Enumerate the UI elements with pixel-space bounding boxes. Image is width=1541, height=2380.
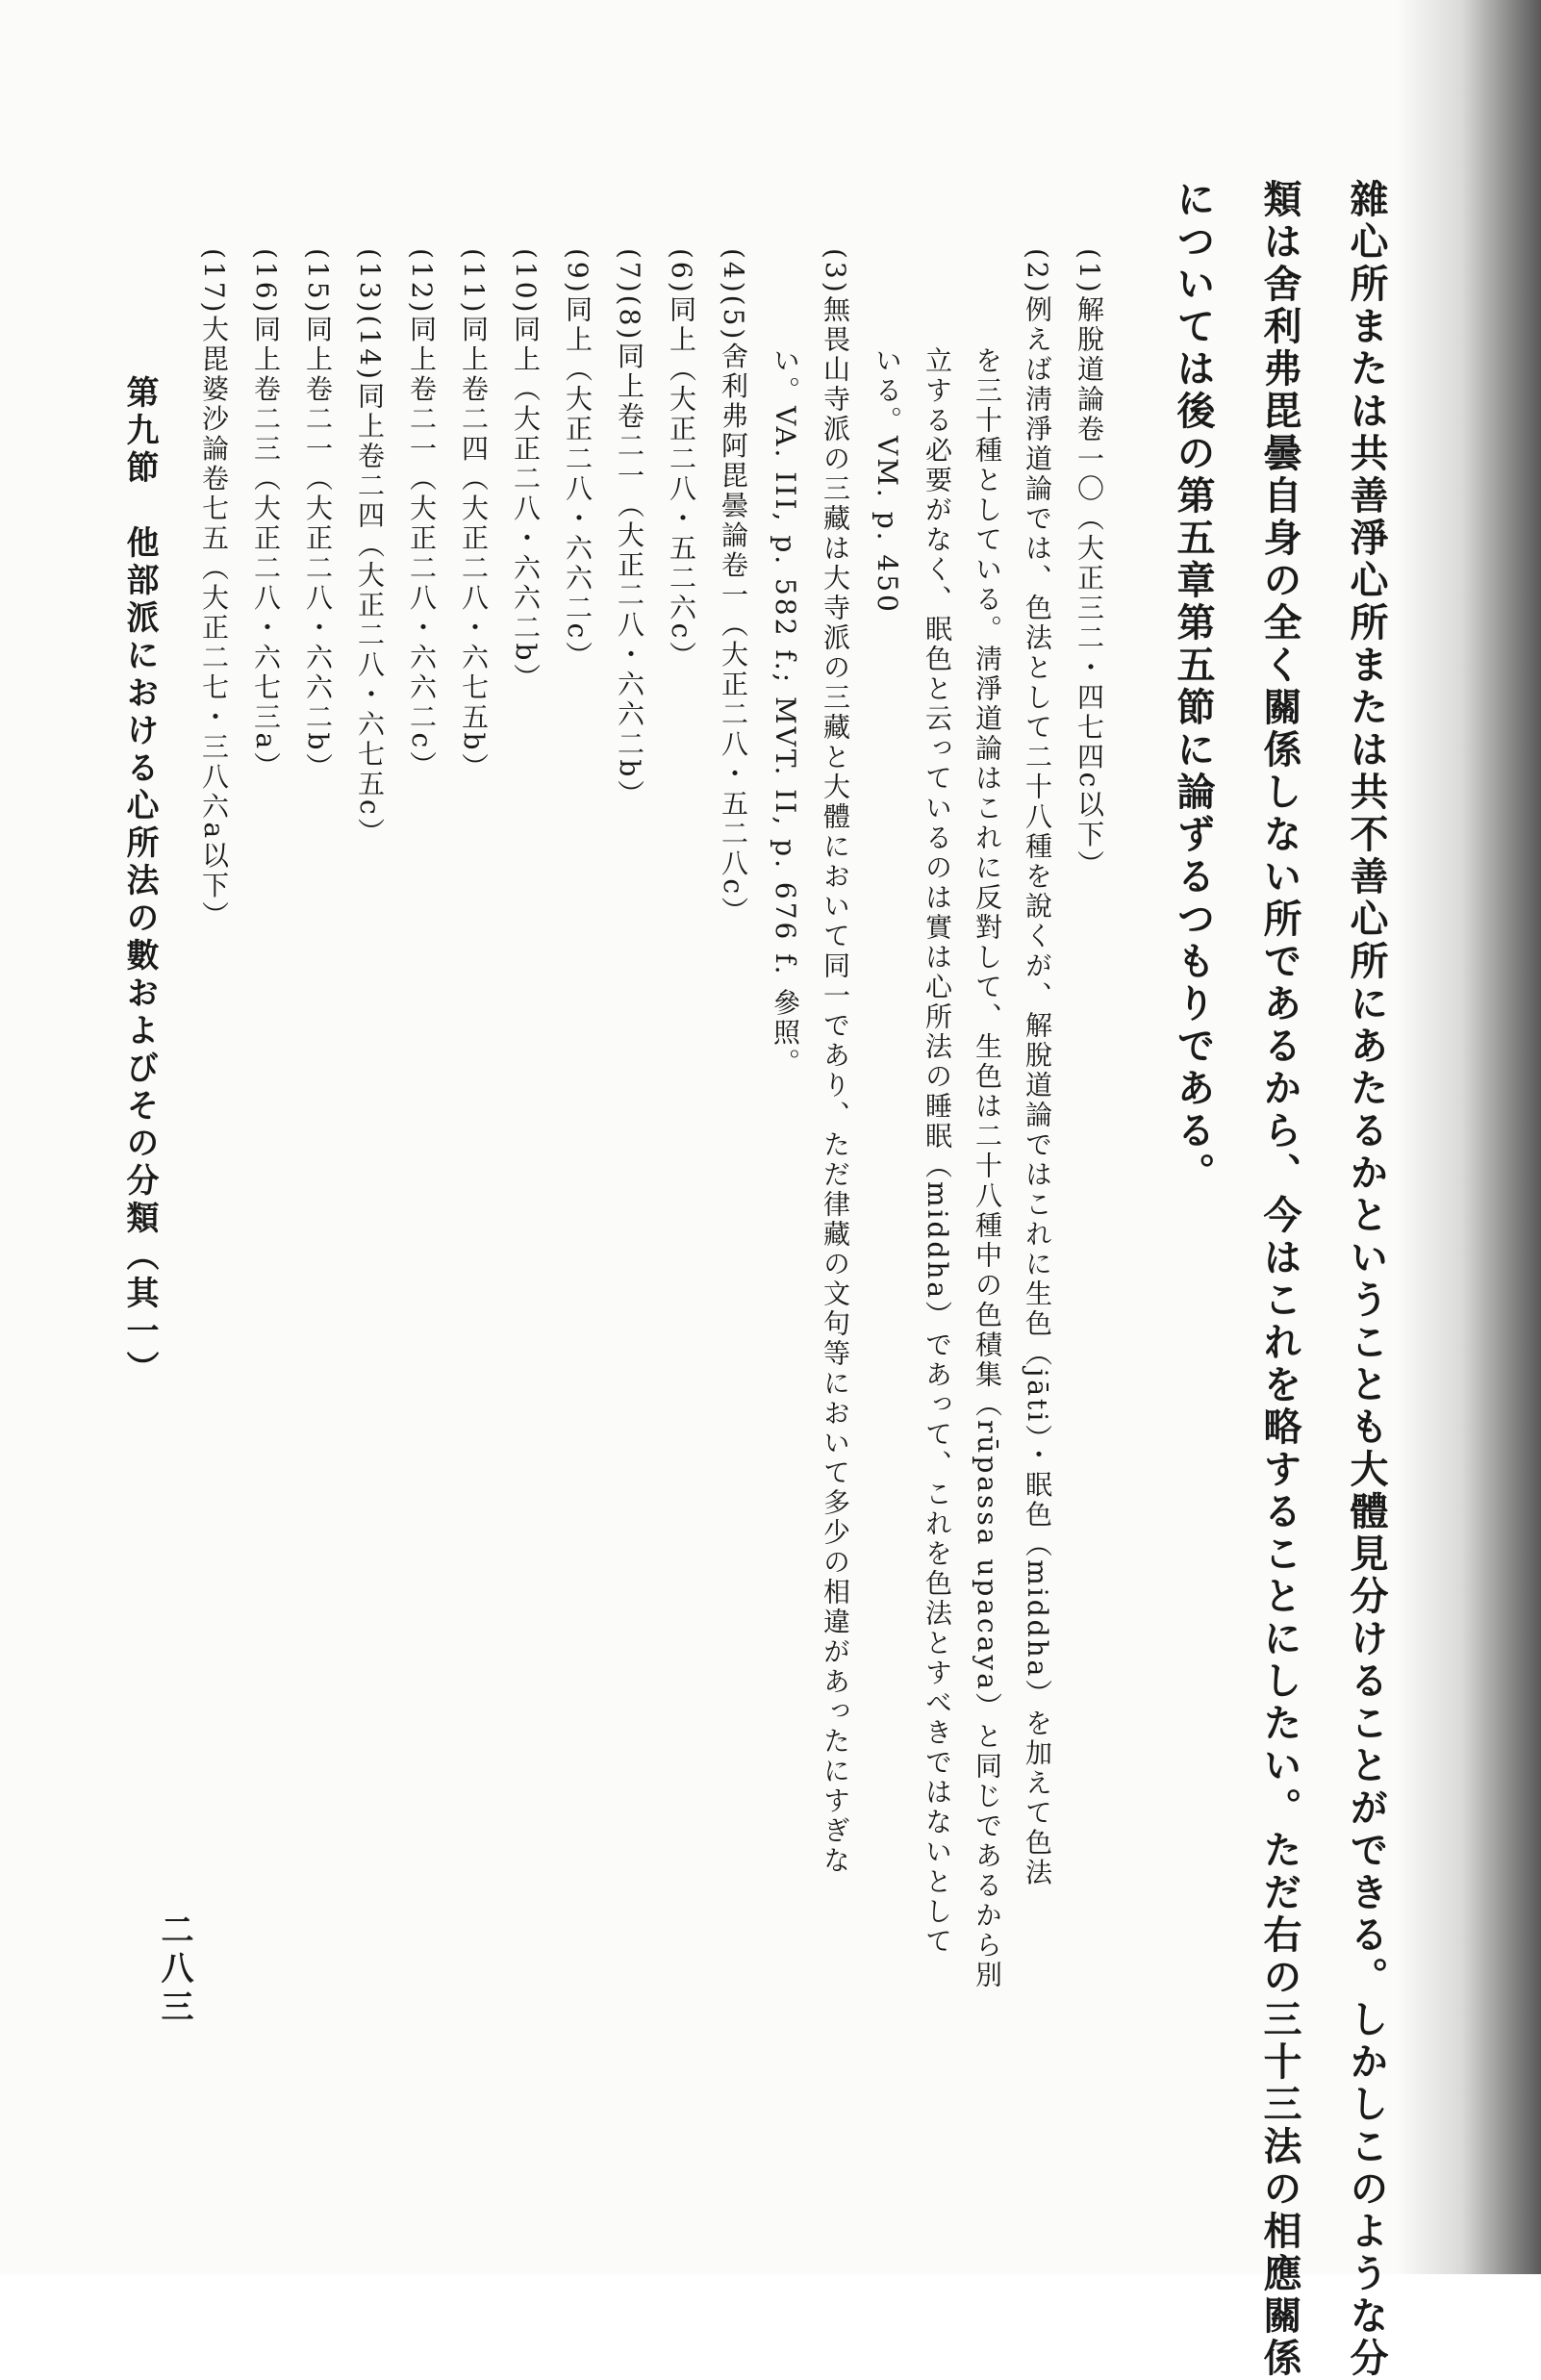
footnote-text: 同上（大正二八・六六二b） xyxy=(510,315,542,694)
footnote-label: (17) xyxy=(198,248,230,316)
scan-edge-shadow xyxy=(1397,0,1541,2274)
footnote-9 xyxy=(562,248,594,671)
page-number: 二八三 xyxy=(155,1912,193,2028)
footnote-text: 無畏山寺派の三藏は大寺派の三藏と大體において同一であり、ただ律藏の文句等において多少の相違があったにすぎな xyxy=(820,294,851,1876)
footnote-label: (3) xyxy=(820,248,851,295)
footnote-3-cont: い。VA. III, p. 582 f.; MVT. II, p. 676 f. 參照。 xyxy=(770,346,801,1078)
footnote-1 xyxy=(1074,248,1105,880)
footnote-text: 同上（大正二八・五二六c） xyxy=(666,294,697,671)
footnote-text: 同上卷二四（大正二八・六七五c） xyxy=(354,381,386,848)
footnote-text: 同上卷二一（大正二八・六六二b） xyxy=(302,315,334,783)
footnote-label: (15) xyxy=(302,248,334,316)
body-line-1: 雜心所または共善淨心所または共不善心所にあたるかということも大體見分けることができる。しかしこのような分 xyxy=(1344,179,1389,2380)
footnote-2 xyxy=(1022,248,1053,1888)
footnote-label: (10) xyxy=(510,248,542,316)
footnote-2-cont-2: 立する必要がなく、眠色と云っているのは實は心所法の睡眠（middha）であって、これを色法とすべきではないとして xyxy=(922,346,953,1958)
body-line-3: については後の第五章第五節に論ずるつもりである。 xyxy=(1171,179,1216,1195)
footnote-text: 同上卷二一（大正二八・六六二c） xyxy=(406,315,438,781)
footnote-16 xyxy=(250,248,282,782)
footnote-text: 例えば淸淨道論では、色法として二十八種を說くが、解脫道論ではこれに生色（jāti）・眠色（middha）を加えて色法 xyxy=(1022,294,1053,1888)
footnote-label: (4)(5) xyxy=(718,248,749,342)
footnote-label: (13)(14) xyxy=(354,248,386,382)
footnote-10 xyxy=(510,248,542,694)
footnote-label: (9) xyxy=(562,248,594,295)
footnote-label: (1) xyxy=(1074,248,1105,295)
footnote-text: 大毘婆沙論卷七五（大正二七・三八六a以下） xyxy=(198,315,230,931)
footnote-6 xyxy=(668,248,695,671)
footnote-text: 同上卷二四（大正二八・六七五b） xyxy=(458,315,490,783)
footnote-11 xyxy=(458,248,490,783)
footnote-4-5 xyxy=(718,248,749,927)
footnote-label: (7)(8) xyxy=(614,248,645,342)
footnote-label: (12) xyxy=(406,248,438,316)
footnote-3 xyxy=(820,248,851,1876)
footnote-2-cont-1: を三十種としている。淸淨道論はこれに反對して、生色は二十八種中の色積集（rūpassa upacaya）と同じであるから別 xyxy=(972,346,1003,1990)
body-line-2: 類は舍利弗毘曇自身の全く關係しない所であるから、今はこれを略することにしたい。ただ右の三十三法の相應關係 xyxy=(1257,179,1302,2380)
footnote-text: 舍利弗阿毘曇論卷一（大正二八・五二八c） xyxy=(718,342,749,927)
footnote-label: (16) xyxy=(250,248,282,316)
footnote-label: (11) xyxy=(458,248,490,316)
footnote-7-8 xyxy=(616,248,643,809)
footnote-text: 同上卷二一（大正二八・六六二b） xyxy=(614,342,645,810)
footnote-2-cont-3: いる。VM. p. 450 xyxy=(872,346,903,615)
running-head: 第九節 他部派における心所法の數およびその分類（其一） xyxy=(120,375,159,1388)
footnote-label: (6) xyxy=(666,248,697,295)
footnote-text: 同上卷二三（大正二八・六七三a） xyxy=(250,315,282,782)
footnote-13-14 xyxy=(354,248,386,848)
footnote-17 xyxy=(198,248,230,931)
footnote-15 xyxy=(302,248,334,783)
footnote-text: 解脫道論卷一〇（大正三二・四七四c以下） xyxy=(1074,294,1105,880)
footnote-text: 同上（大正二八・六六二c） xyxy=(562,294,594,671)
footnote-label: (2) xyxy=(1022,248,1053,295)
footnote-12 xyxy=(406,248,438,781)
